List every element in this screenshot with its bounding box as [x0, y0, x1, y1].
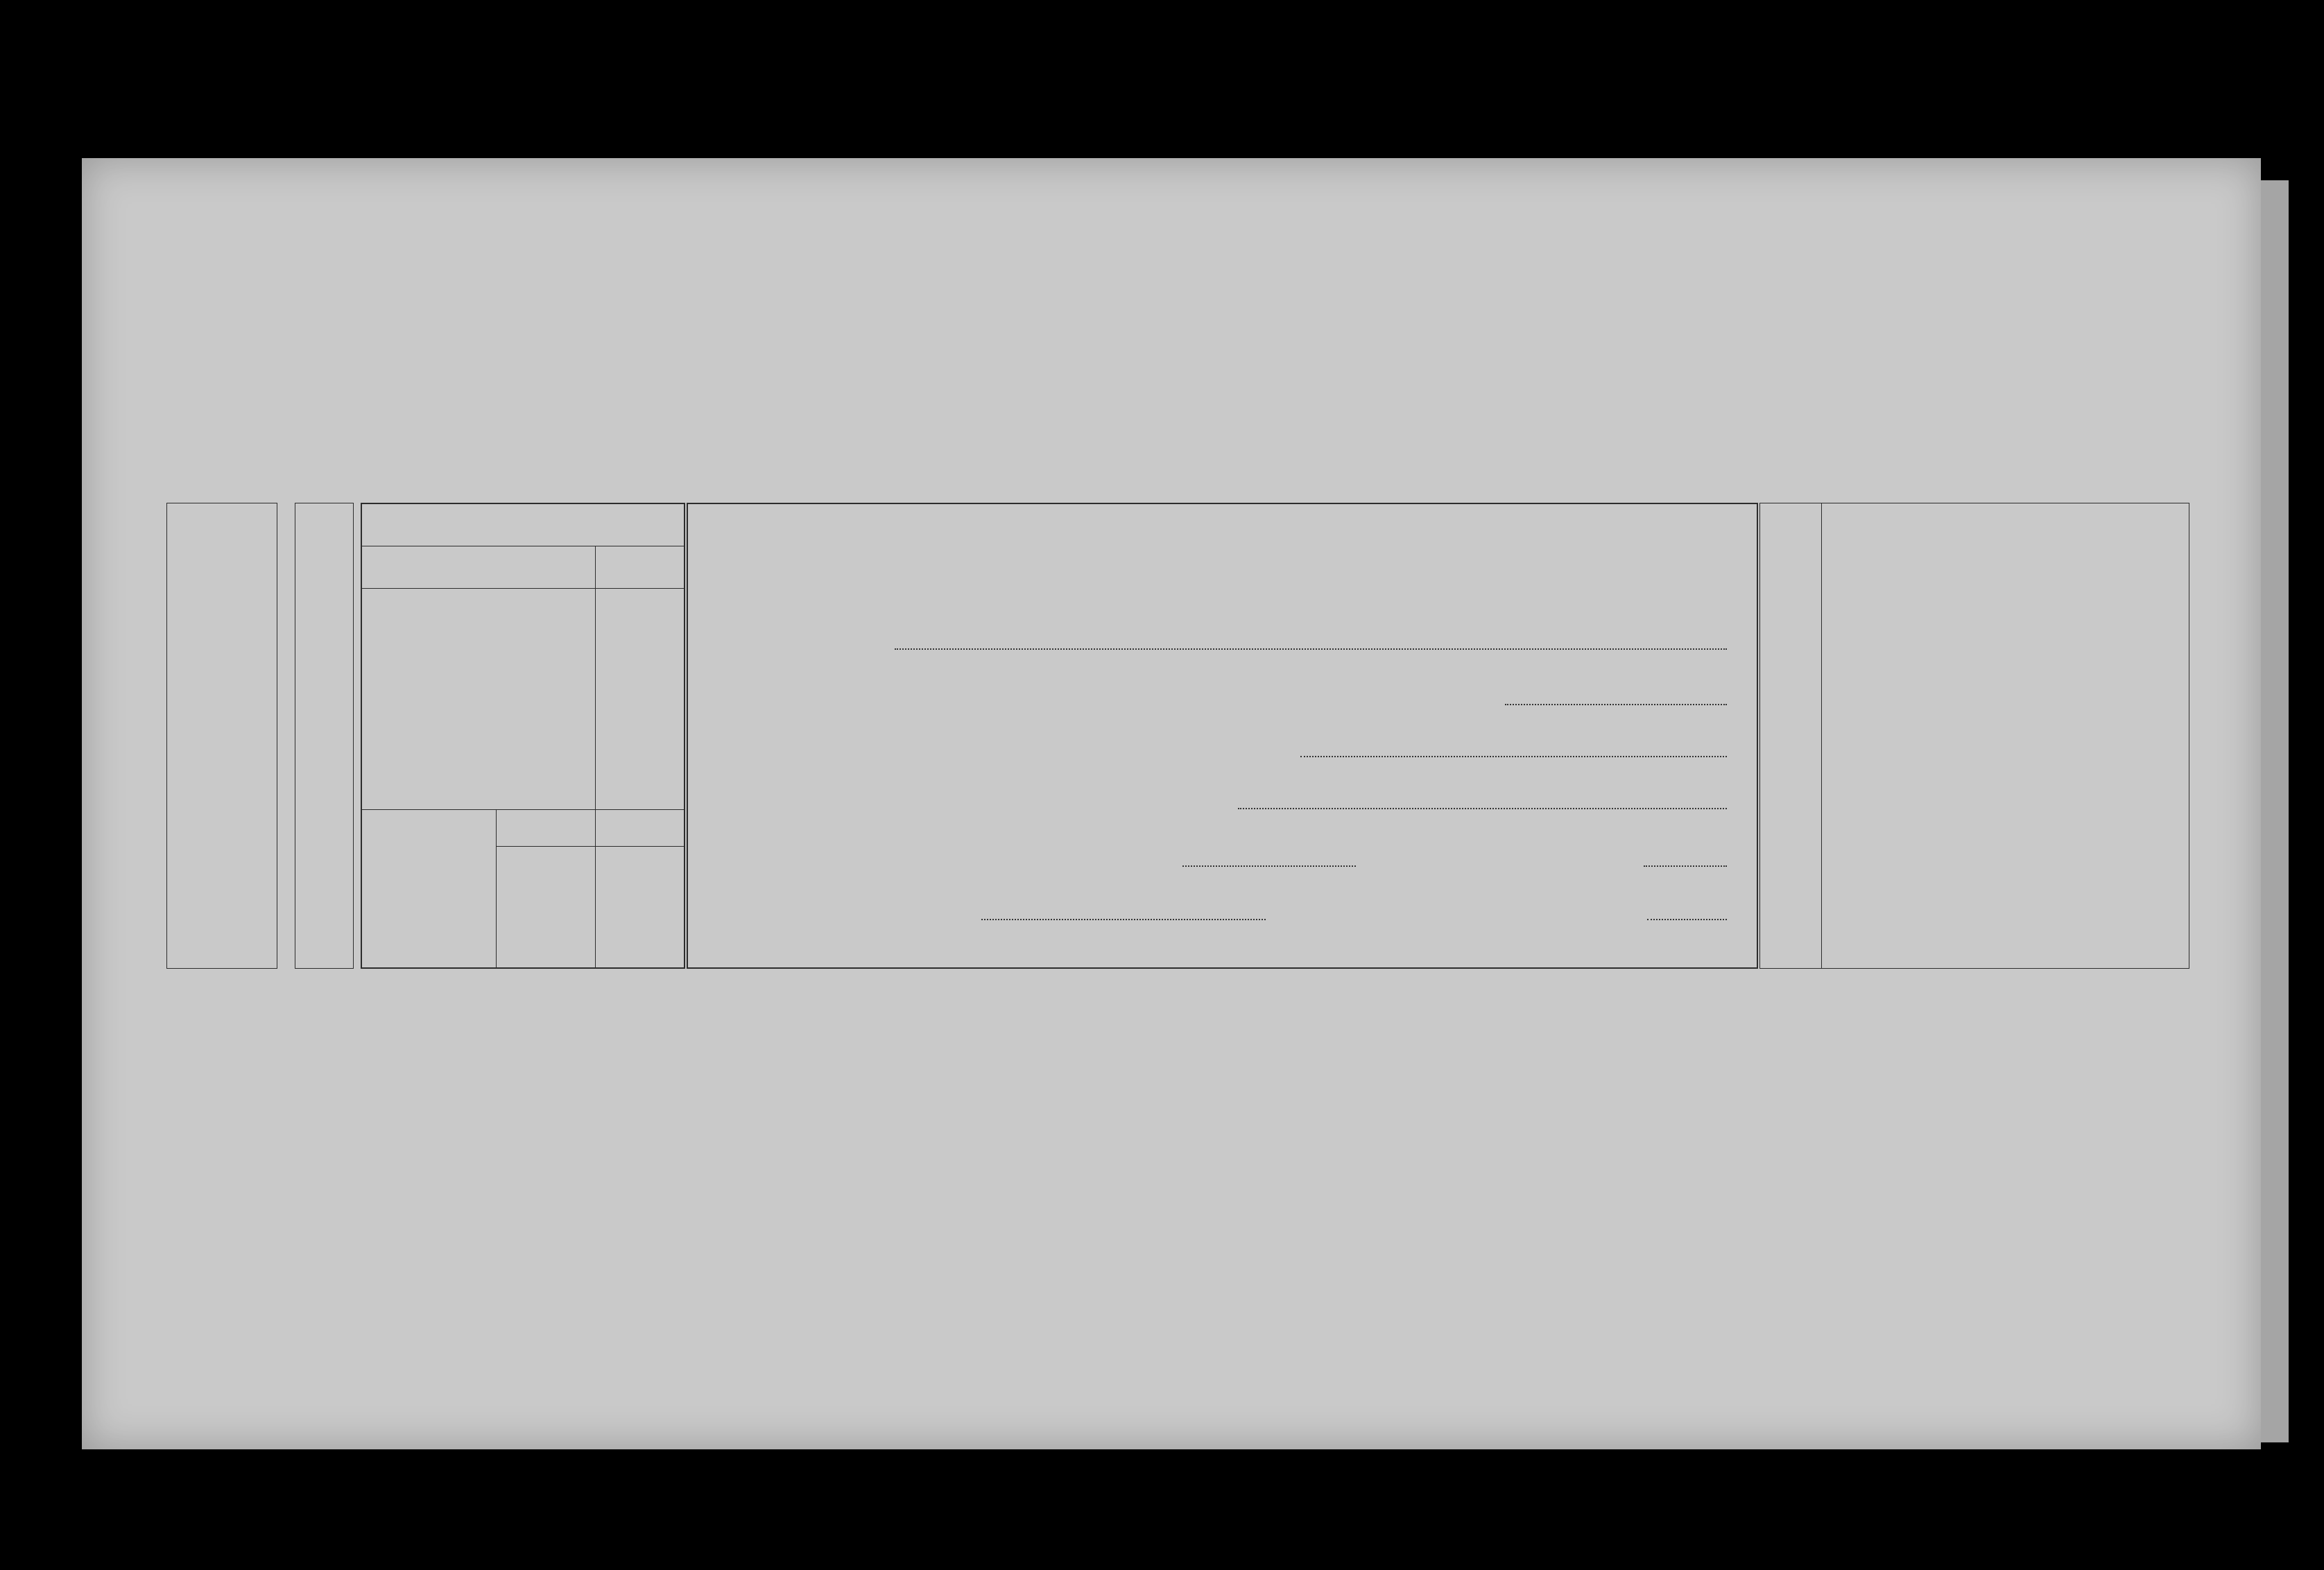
trade-block: [361, 503, 685, 969]
hired-workers-cell: [295, 503, 354, 969]
answer-line-2: [1505, 704, 1727, 705]
answer-line-5: [1182, 865, 1356, 867]
private-block: [687, 503, 1758, 969]
population-block: [1759, 503, 2189, 969]
trade-divider-3: [361, 809, 685, 810]
answer-line-6: [1644, 865, 1727, 867]
population-label-cell: [1759, 503, 1822, 969]
trade-col-divider: [595, 546, 596, 809]
garden-divider-1: [496, 809, 497, 969]
answer-line-8: [1647, 919, 1727, 920]
trade-divider-2: [361, 588, 685, 589]
answer-line-3: [1300, 756, 1727, 757]
answer-line-4: [1238, 808, 1727, 809]
answer-line-1: [895, 648, 1727, 650]
answer-line-7: [981, 919, 1266, 920]
garden-divider-2: [595, 809, 596, 969]
livestock-block: [166, 503, 277, 969]
garden-header-line: [496, 846, 685, 847]
